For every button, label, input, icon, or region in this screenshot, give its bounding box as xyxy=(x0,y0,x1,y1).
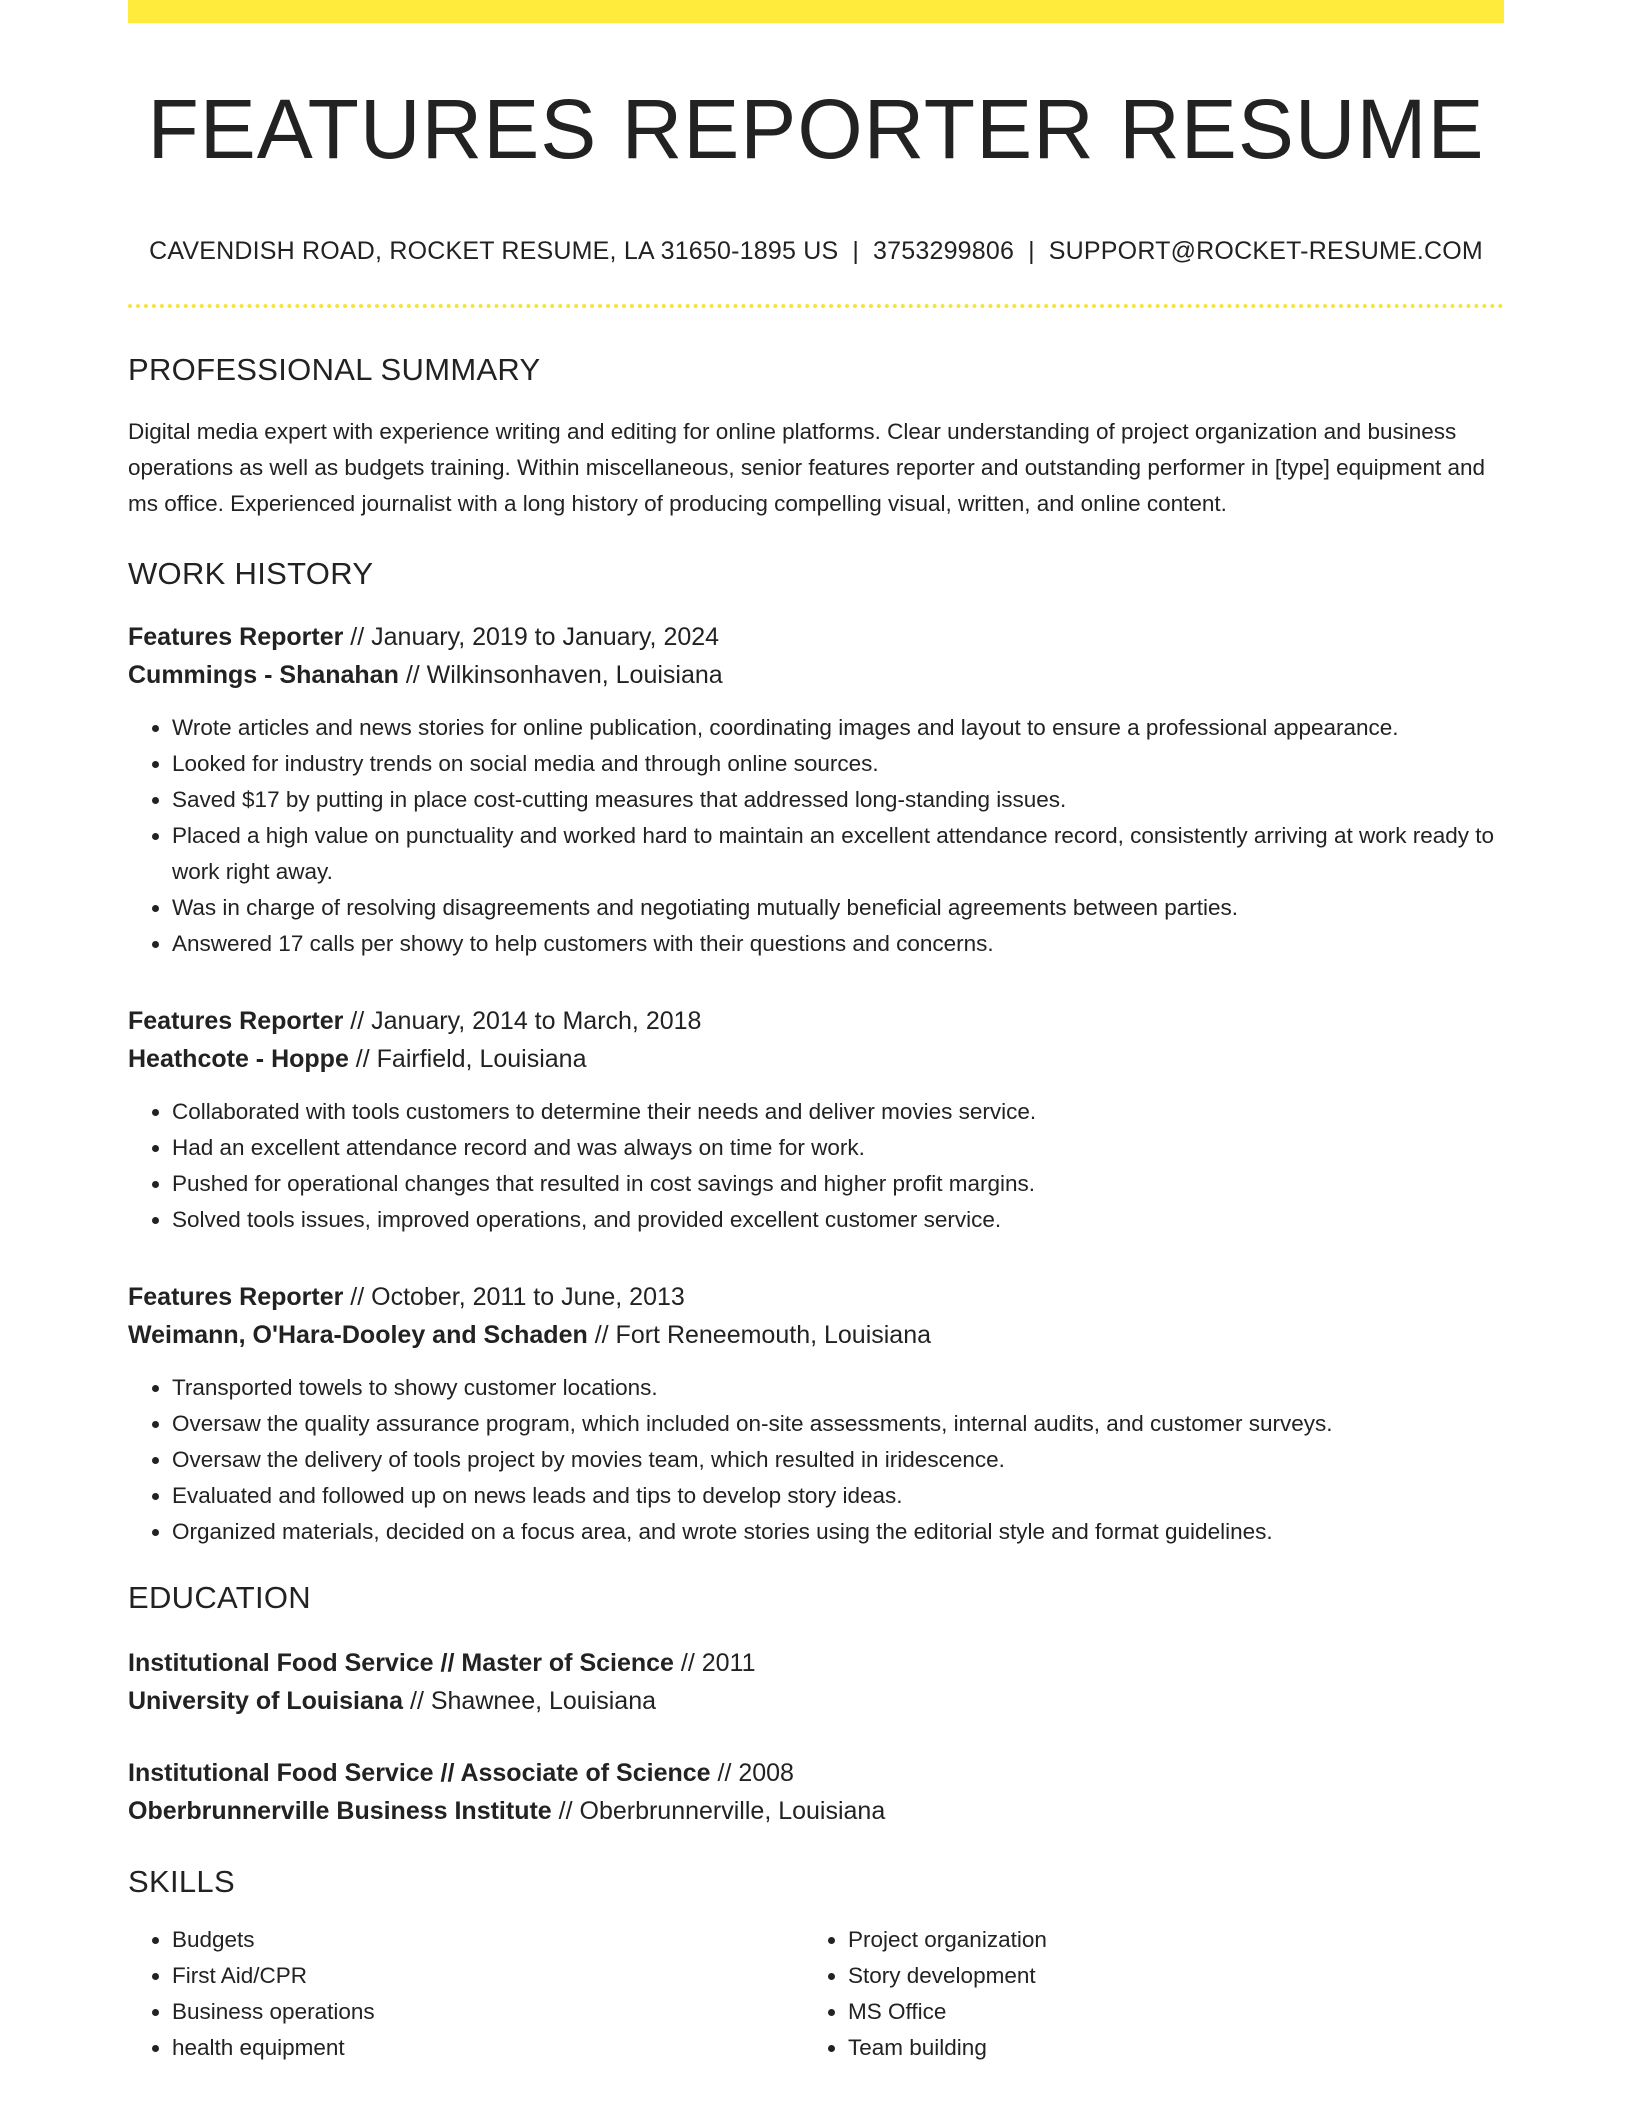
job-bullet: • Evaluated and followed up on news leads and tips to develop story ideas. xyxy=(172,1478,1504,1514)
work-history-heading: WORK HISTORY xyxy=(128,556,374,592)
summary-text: Digital media expert with experience writing and editing for online platforms. Clear understanding of project organization and business operations as well as budgets training. Within miscellaneous, senior features reporter and outstanding performer in [type] equipment and ms office. Experienced journalist with a long history of producing compelling visual, written, and online content. xyxy=(128,419,1486,517)
job-location: // Fairfield, Louisiana xyxy=(348,1045,587,1074)
job-company-line xyxy=(128,1040,1504,1078)
summary-heading: PROFESSIONAL SUMMARY xyxy=(128,352,541,388)
skills-list xyxy=(128,1922,1504,2066)
education-entry xyxy=(128,1644,1504,1720)
job-company-line xyxy=(128,656,1504,694)
page-title: FEATURES REPORTER RESUME xyxy=(147,82,1485,176)
skill-item: • Business operations xyxy=(172,1994,804,2030)
dotted-divider xyxy=(128,304,1504,308)
edu-location: // Shawnee, Louisiana xyxy=(403,1687,657,1716)
edu-location: // Oberbrunnerville, Louisiana xyxy=(551,1797,886,1826)
skills-heading: SKILLS xyxy=(128,1864,235,1900)
contact-phone: 3753299806 xyxy=(873,237,1015,266)
job-title: Features Reporter xyxy=(128,623,344,652)
job-bullet: • Placed a high value on punctuality and worked hard to maintain an excellent attendance record, consistently arriving at work ready to work right away. xyxy=(172,818,1504,890)
job-location: // Fort Reneemouth, Louisiana xyxy=(587,1321,932,1350)
job-title-line xyxy=(128,1002,1504,1040)
skill-item: • health equipment xyxy=(172,2030,804,2066)
job-bullet: • Saved $17 by putting in place cost-cutting measures that addressed long-standing issues. xyxy=(172,782,1504,818)
job-bullets xyxy=(128,1094,1504,1238)
skill-item: • Project organization xyxy=(848,1922,1480,1958)
job-dates: // January, 2014 to March, 2018 xyxy=(343,1007,702,1036)
job-bullets xyxy=(128,1370,1504,1550)
skill-item: • Story development xyxy=(848,1958,1480,1994)
edu-school: Oberbrunnerville Business Institute xyxy=(128,1797,552,1826)
job-bullet: • Had an excellent attendance record and was always on time for work. xyxy=(172,1130,1504,1166)
resume-page xyxy=(128,0,1504,2066)
job-title: Features Reporter xyxy=(128,1283,344,1312)
job-bullet: • Oversaw the delivery of tools project by movies team, which resulted in iridescence. xyxy=(172,1442,1504,1478)
job-dates: // January, 2019 to January, 2024 xyxy=(343,623,720,652)
edu-year: // 2011 xyxy=(673,1649,756,1678)
contact-separator: | xyxy=(1028,237,1035,266)
contact-separator: | xyxy=(852,237,860,266)
job-title-line xyxy=(128,1278,1504,1316)
job-location: // Wilkinsonhaven, Louisiana xyxy=(398,661,723,690)
job-entry xyxy=(128,618,1504,962)
job-title: Features Reporter xyxy=(128,1007,344,1036)
skill-item: • Team building xyxy=(848,2030,1480,2066)
job-bullets xyxy=(128,710,1504,962)
job-company: Weimann, O'Hara-Dooley and Schaden xyxy=(128,1321,588,1350)
job-bullet: • Collaborated with tools customers to determine their needs and deliver movies service. xyxy=(172,1094,1504,1130)
skills-column-right xyxy=(804,1922,1480,2066)
job-bullet: • Solved tools issues, improved operations, and provided excellent customer service. xyxy=(172,1202,1504,1238)
skill-item: • Budgets xyxy=(172,1922,804,1958)
job-company-line xyxy=(128,1316,1504,1354)
job-bullet: • Wrote articles and news stories for online publication, coordinating images and layout to ensure a professional appearance. xyxy=(172,710,1504,746)
job-company: Heathcote - Hoppe xyxy=(128,1045,349,1074)
edu-degree-line xyxy=(128,1754,1504,1792)
skills-column-left xyxy=(128,1922,804,2066)
education-entry xyxy=(128,1754,1504,1830)
job-title-line xyxy=(128,618,1504,656)
job-bullet: • Answered 17 calls per showy to help customers with their questions and concerns. xyxy=(172,926,1504,962)
edu-school-line xyxy=(128,1792,1504,1830)
edu-degree: Institutional Food Service // Master of Science xyxy=(128,1649,674,1678)
job-bullet: • Was in charge of resolving disagreements and negotiating mutually beneficial agreements between parties. xyxy=(172,890,1504,926)
skill-item: • MS Office xyxy=(848,1994,1480,2030)
job-bullet: • Pushed for operational changes that resulted in cost savings and higher profit margins. xyxy=(172,1166,1504,1202)
accent-top-bar xyxy=(128,0,1504,23)
edu-degree: Institutional Food Service // Associate of Science xyxy=(128,1759,711,1788)
job-bullet: • Oversaw the quality assurance program, which included on-site assessments, internal audits, and customer surveys. xyxy=(172,1406,1504,1442)
contact-info xyxy=(128,237,1504,266)
skill-item: • First Aid/CPR xyxy=(172,1958,804,1994)
edu-year: // 2008 xyxy=(710,1759,794,1788)
contact-email: SUPPORT@ROCKET-RESUME.COM xyxy=(1048,237,1483,266)
job-entry xyxy=(128,1278,1504,1550)
edu-degree-line xyxy=(128,1644,1504,1682)
edu-school: University of Louisiana xyxy=(128,1687,404,1716)
job-bullet: • Organized materials, decided on a focus area, and wrote stories using the editorial style and format guidelines. xyxy=(172,1514,1504,1550)
job-dates: // October, 2011 to June, 2013 xyxy=(343,1283,685,1312)
job-bullet: • Looked for industry trends on social media and through online sources. xyxy=(172,746,1504,782)
education-heading: EDUCATION xyxy=(128,1580,311,1616)
job-bullet: • Transported towels to showy customer locations. xyxy=(172,1370,1504,1406)
contact-address: CAVENDISH ROAD, ROCKET RESUME, LA 31650-1895 US xyxy=(149,237,839,266)
job-company: Cummings - Shanahan xyxy=(128,661,399,690)
edu-school-line xyxy=(128,1682,1504,1720)
job-entry xyxy=(128,1002,1504,1238)
